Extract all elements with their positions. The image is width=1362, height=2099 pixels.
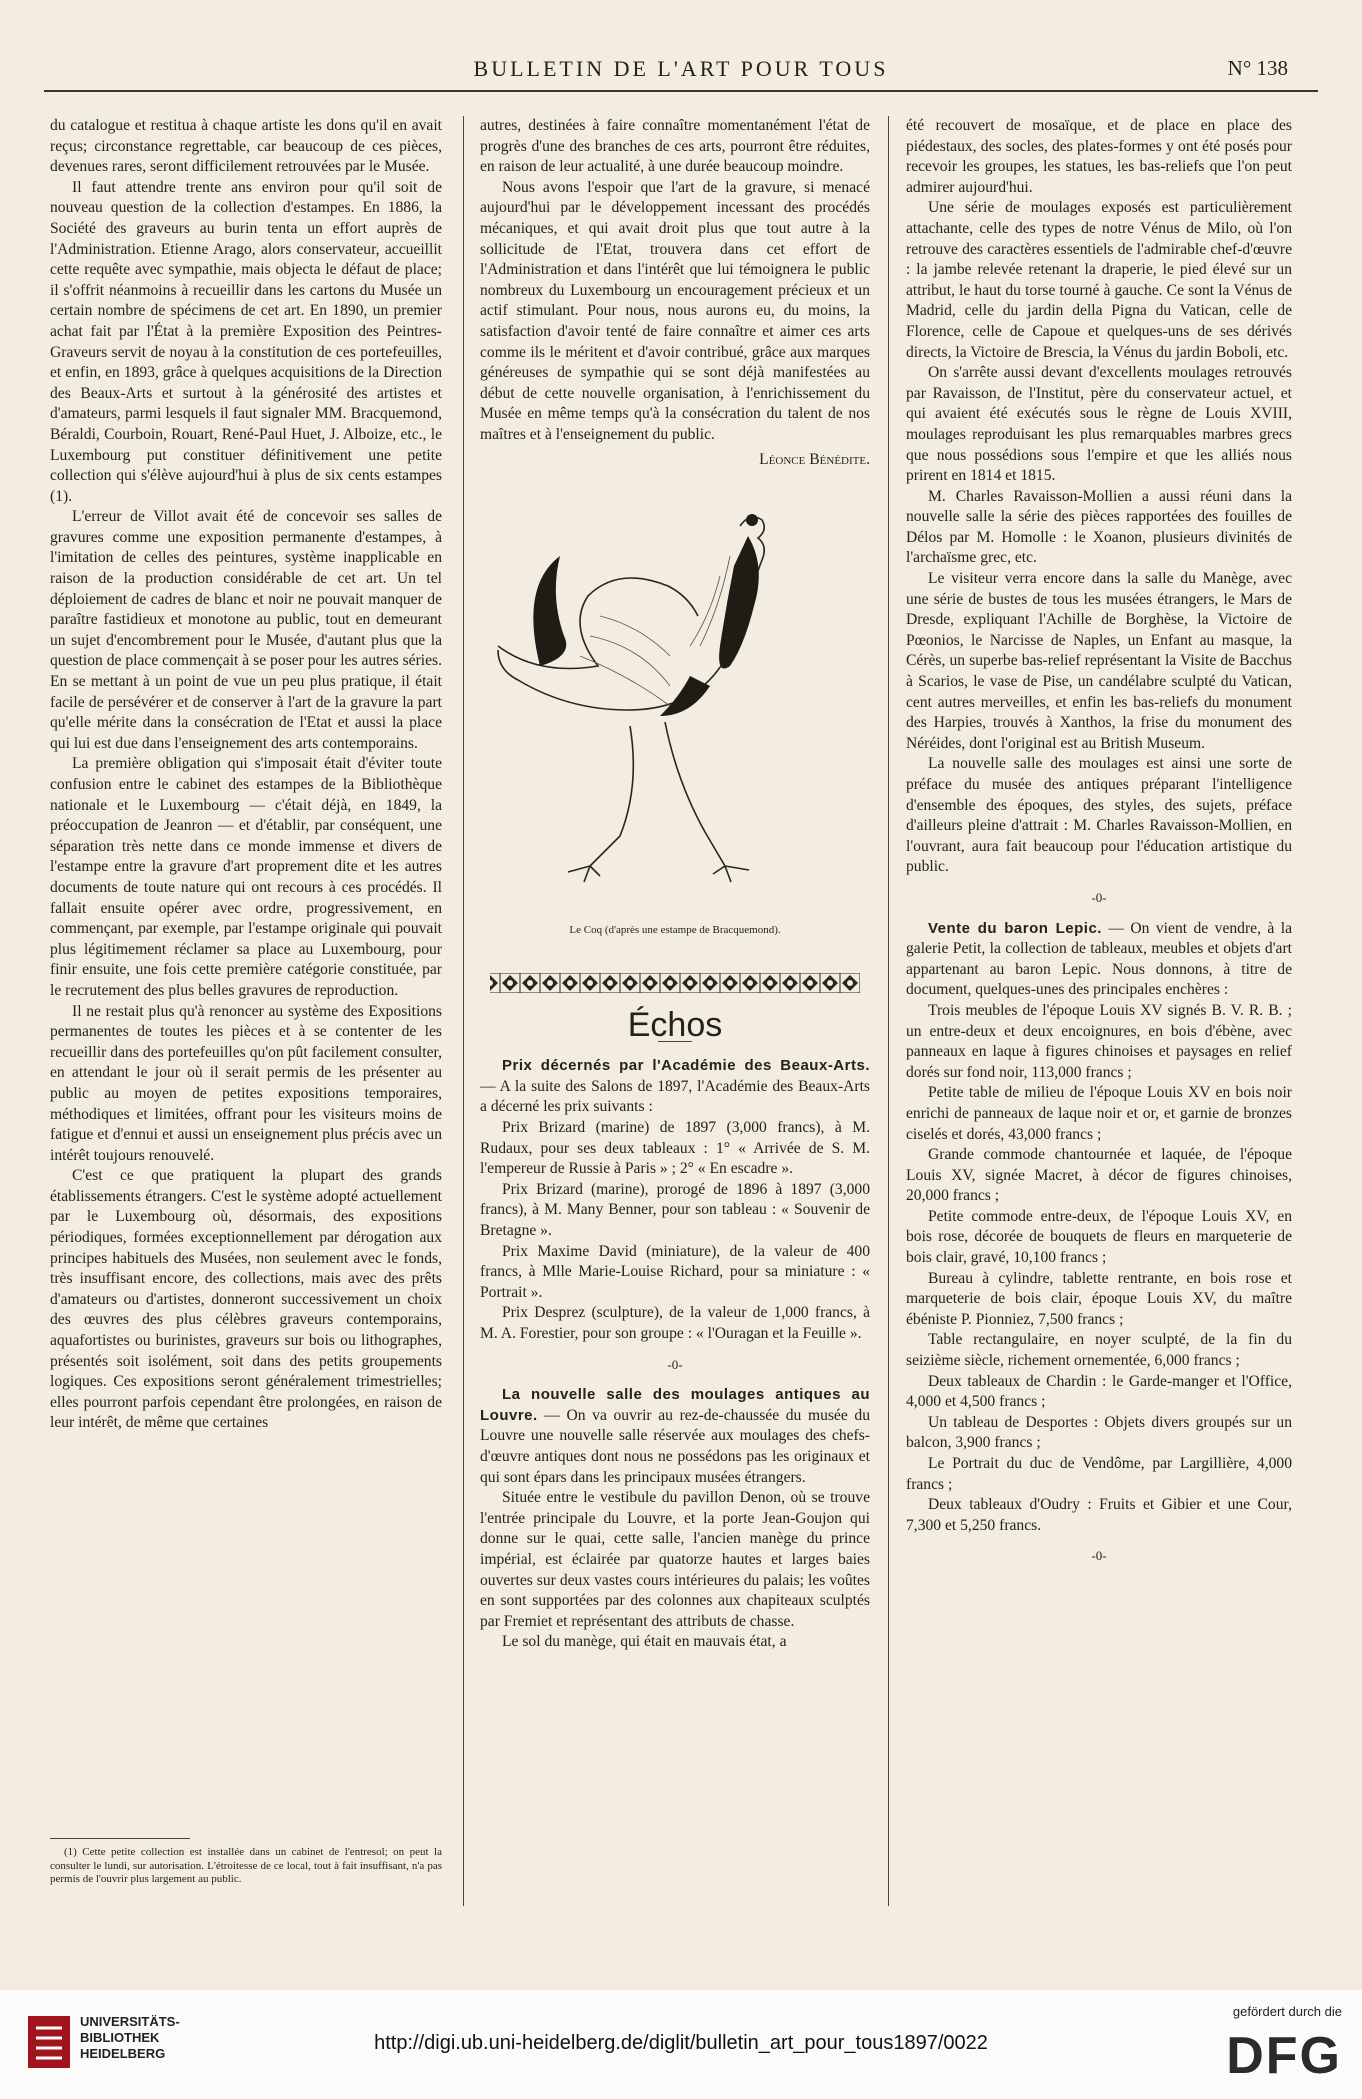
vente-item: Petite table de milieu de l'époque Louis XV en bois noir enrichi de panneaux de laque noir et or, et garnie de bronzes ciselés et dorés, 43,000 francs ; (906, 1084, 1292, 1143)
vente-item: Grande commode chantournée et laquée, de l'époque Louis XV, signée Macret, à décor de figures chinoises, 20,000 francs ; (906, 1146, 1292, 1205)
author-signature: Léonce Bénédite. (759, 450, 870, 468)
paragraph: C'est ce que pratiquent la plupart des grands établissements étrangers. C'est le système adopté actuellement par le Luxembourg où, désormais, des expositions périodiques, formées exceptionnellement par dérogation aux principes habituels des Musées, non seulement avec le fonds, très insuffisant encore, des collections, mais avec des prêts d'amateurs ou d'artistes, donneront successivement un choix des œuvres des plus célèbres graveurs contemporains, aquafortistes ou burinistes, graveurs sur bois ou lithographes, présentés soit isolément, soit dans des petits groupements logiques. Ces expositions seront généralement trimestrielles; elles pourront parfois cependant être prolongées, en raison de leur intérêt, de même que certaines (50, 1167, 442, 1432)
source-url-link[interactable]: http://digi.ub.uni-heidelberg.de/diglit/bulletin_art_pour_tous1897/0022 (374, 2032, 988, 2054)
illustration-caption: Le Coq (d'après une estampe de Bracquemond). (569, 924, 781, 937)
university-name-line: HEIDELBERG (80, 2046, 166, 2061)
page-header (44, 50, 1318, 92)
column-middle (480, 116, 870, 1653)
paragraph: La première obligation qui s'imposait était d'éviter toute confusion entre le cabinet des estampes de la Bibliothèque nationale et le Luxembourg — c'était déjà, en 1849, la préoccupation de Jeanron — et d'établir, par conséquent, une séparation très nette dans ce monde immense et divers de l'estampe entre la gravure d'art proprement dite et les autres documents de toute nature qui ont recours à ces procédés. Il fallait ensuite opérer avec ordre, progressivement, en commençant, par exemple, par l'estampe originale qui pouvait plus légitimement réclamer sa place au Luxembourg, pour finir ensuite, une fois cette première catégorie constituée, par le recrutement des plus belles gravures de reproduction. (50, 755, 442, 999)
paragraph: On s'arrête aussi devant d'excellents moulages retrouvés par Ravaisson, de l'Institut, père du conservateur actuel, et qui avaient été exécutés sous le règne de Louis XVIII, moulages reproduisant les plus remarquables marbres grecs que nous possédions sous l'empire et que les alliés nous prirent en 1814 et 1815. (906, 364, 1292, 485)
footnote (50, 1846, 442, 1887)
vente-item: Deux tableaux de Chardin : le Garde-manger et l'Office, 4,000 et 4,500 francs ; (906, 1372, 1292, 1411)
vente-item: Le Portrait du duc de Vendôme, par Largillière, 4,000 francs ; (906, 1455, 1292, 1493)
header-rule (44, 90, 1318, 92)
prix-paragraph (480, 1056, 870, 1118)
rooster-illustration (480, 496, 870, 916)
digitization-footer (0, 1990, 1362, 2099)
paragraph: Il faut attendre trente ans environ pour qu'il soit de nouveau question de la collection d'estampes. En 1886, la Société des graveurs au burin tenta un effort auprès de l'Administration. Etienne Arago, alors conservateur, accueillit cette requête avec sympathie, mais objecta le défaut de place; il s'offrit néanmoins à recueillir dans les cartons du Musée un certain nombre de spécimens de cet art. En 1890, un premier achat fait par l'État à la première Exposition des Peintres-Graveurs servit de noyau à la constitution de ces portefeuilles, et enfin, en 1893, grâce à quelques acquisitions de la Direction des Beaux-Arts et surtout à la générosité des artistes et d'amateurs, parmi lesquels il faut signaler MM. Bracquemond, Béraldi, Courboin, Rouart, René-Paul Huet, J. Alboize, etc., le Luxembourg put constituer définitivement une petite collection qui s'élève aujourd'hui à plus de six cents estampes (1). (50, 178, 442, 505)
prix-heading: Prix décernés par l'Académie des Beaux-Arts. (502, 1057, 870, 1075)
paragraph: L'erreur de Villot avait été de concevoir ses salles de gravures comme une exposition permanente d'estampes, à l'imitation de celles des peintures, système inapplicable en raison de la production considérable de cet art. Un tel déploiement de cadres de blanc et noir ne pouvait manquer de paraître fastidieux et monotone au public, tout en demeurant un sujet d'encombrement pour le Musée, d'autant plus que la question de place commençait à se poser pour les autres séries. En se mettant à un point de vue un peu plus pratique, il était facile de persévérer et de conserver à l'art de la gravure la part qu'elle mérite dans la consécration de l'Etat et aussi la place qui lui est due dans l'enseignement des arts contemporains. (50, 508, 442, 752)
vente-item: Bureau à cylindre, tablette rentrante, en bois rose et marqueterie de bois clair, époque Louis XV, du maître ébéniste P. Pionniez, 7,500 francs ; (906, 1269, 1292, 1328)
section-separator: -0- (1091, 889, 1107, 905)
funding-note: gefördert durch die (1232, 2004, 1342, 2019)
end-separator: -0- (1091, 1548, 1107, 1564)
section-title-echos: Échos (627, 1005, 723, 1044)
footnote-rule (50, 1838, 190, 1839)
paragraph: Le visiteur verra encore dans la salle du Manège, avec une série de bustes de tous les musées étrangers, le Mars de Dresde, expliquant l'Achille de Borghèse, la Victoire de Pœonios, le Narcisse de Naples, un Enfant au masque, la Cérès, un superbe bas-relief représentant la Visite de Bacchus à Scarios, le vase de Pise, un candélabre sculpté du Vatican, cent autres merveilles, et enfin les bas-reliefs du monument des Harpies, trouvés à Xanthos, la frise du monument des Néréides, dont l'original est au British Museum. (906, 570, 1292, 752)
paragraph: été recouvert de mosaïque, et de place en place des piédestaux, des socles, des plates-formes y ont été posés pour recevoir les groupes, les statues, les bas-reliefs que l'on peut admirer aujourd'hui. (906, 117, 1292, 196)
paragraph: Il ne restait plus qu'à renoncer au système des Expositions permanentes de toutes les pièces et à se contenter de les recueillir dans des portefeuilles qu'on pût facilement consulter, en attendant le jour où il serait permis de les présenter au public au moyen de petites expositions temporaires, méthodiques et limitées, offrant pour les visiteurs moins de fatigue et d'ennui et aussi un enseignement plus précis avec un intérêt toujours renouvelé. (50, 1002, 442, 1164)
vente-item: Table rectangulaire, en noyer sculpté, de la fin du seizième siècle, richement ornementée, 6,000 francs ; (906, 1331, 1292, 1370)
column-left (50, 116, 442, 1434)
column-right (906, 116, 1292, 1577)
paragraph: La nouvelle salle des moulages est ainsi une sorte de préface du musée des antiques préparant l'intelligence d'ensemble des époques, des styles, des sujets, préface d'ailleurs pleine d'attrait : M. Charles Ravaisson-Mollien, en l'ouvrant, aura fait beaucoup pour l'éducation artistique du public. (906, 755, 1292, 876)
rooster-engraving (480, 496, 870, 896)
column-divider (888, 116, 889, 1906)
salle-paragraph (480, 1385, 870, 1488)
page-number: N° 138 (1227, 56, 1288, 80)
section-separator: -0- (667, 1356, 683, 1372)
decorative-ornament-band (480, 973, 870, 993)
paragraph: M. Charles Ravaisson-Mollien a aussi réuni dans la nouvelle salle la série des pièces rapportées des fouilles de Délos par M. Homolle : le Xoanon, plusieurs divinités de l'archaïsme grec, etc. (906, 487, 1292, 567)
paragraph: du catalogue et restitua à chaque artiste les dons qu'il en avait reçus; circonstance regrettable, car beaucoup de ces pièces, devenues rares, seront difficilement retrouvées par le Musée. (50, 117, 442, 176)
column-divider (463, 116, 464, 1906)
vente-paragraph (906, 919, 1292, 1001)
vente-item: Deux tableaux d'Oudry : Fruits et Gibier et une Cour, 7,300 et 5,250 francs. (906, 1496, 1292, 1534)
prix-item: Prix Maxime David (miniature), de la valeur de 400 francs, à Mlle Marie-Louise Richard, pour sa miniature : « Portrait ». (480, 1242, 870, 1301)
footnote-text: (1) Cette petite collection est installée dans un cabinet de l'entresol; on peut la consulter le lundi, sur autorisation. L'étroitesse de ce local, tout à fait insuffisant, n'a pas permis de l'ouvrir plus largement au public. (50, 1846, 442, 1885)
paragraph: Le sol du manège, qui était en mauvais état, a (502, 1633, 787, 1651)
salle-heading: La nouvelle salle des moulages antiques au Louvre. (480, 1386, 870, 1424)
vente-heading: Vente du baron Lepic. (928, 919, 1102, 937)
dfg-logo: DFG (1226, 2027, 1342, 2085)
vente-item: Trois meubles de l'époque Louis XV signés B. V. R. B. ; un entre-deux et deux encoignures, en bois d'ébène, avec panneaux en laque à figures chinoises et paysages en relief dorés sur fond noir, 113,000 francs ; (906, 1001, 1292, 1081)
running-title: BULLETIN DE L'ART POUR TOUS (473, 56, 889, 81)
vente-item: Petite commode entre-deux, de l'époque Louis XV, en bois rose, décorée de bouquets de fleurs en marqueterie de bois clair, gravé, 10,100 francs ; (906, 1207, 1292, 1267)
ornament-band-icon (480, 973, 870, 993)
prix-item: Prix Brizard (marine), prorogé de 1896 à 1897 (3,000 francs), à M. Many Benner, pour son tableau : « Souvenir de Bretagne ». (480, 1180, 870, 1240)
paragraph: Nous avons l'espoir que l'art de la gravure, si menacé aujourd'hui par le développement incessant des procédés mécaniques, et qui avait droit plus que tout autre à la sollicitude de l'Etat, trouvera dans cet effort de l'Administration et dans l'intérêt que lui témoignera le public nombreux du Luxembourg un encouragement précieux et un actif stimulant. Pour nous, nous aurons eu, du moins, la satisfaction d'avoir tenté de faire connaître et aimer ces arts comme ils le méritent et d'avoir contribué, grâce aux marques généreuses de sympathie qui se sont déjà manifestées au début de cette nouvelle organisation, à l'enrichissement du Musée en même temps qu'à la consécration du talent de nos maîtres et à l'enseignement du public. (480, 178, 870, 443)
paragraph: Située entre le vestibule du pavillon Denon, où se trouve l'entrée principale du Louvre, et la porte Jean-Goujon qui donne sur le quai, cette salle, l'ancien manège du prince impérial, est éclairée par quatorze hautes et larges baies ouvertes sur deux vastes cours intérieures du palais; les voûtes en sont supportées par des colonnes aux chapiteaux sculptés par Fremiet et représentant des attributs de chasse. (480, 1489, 870, 1630)
prix-item: Prix Desprez (sculpture), de la valeur de 1,000 francs, à M. A. Forestier, pour son groupe : « l'Ouragan et la Feuille ». (480, 1304, 870, 1342)
paragraph: Une série de moulages exposés est particulièrement attachante, celle des types de notre Vénus de Milo, où l'on retrouve des caractères essentiels de l'admirable chef-d'œuvre : la jambe relevée retenant la draperie, le pied élevé sur un attribut, le haut du torse tourné à gauche. Ce sont la Vénus de Madrid, celle du jardin della Pigna du Vatican, celle de Florence, celle de Capoue et quelques-uns de ses dérivés directs, la Victoire de Brescia, la Vénus du jardin Boboli, etc. (906, 199, 1292, 361)
university-name-line: BIBLIOTHEK (80, 2030, 160, 2045)
prix-item: Prix Brizard (marine) de 1897 (3,000 francs), à M. Rudaux, pour ses deux tableaux : 1° « Arrivée de S. M. l'empereur de Russie à Paris » ; 2° « En escadre ». (480, 1119, 870, 1178)
paragraph: autres, destinées à faire connaître momentanément l'état de progrès d'une des branches de ces arts, pourront être réduites, en raison de leur actualité, à une durée beaucoup moindre. (480, 117, 870, 176)
prix-intro: — A la suite des Salons de 1897, l'Académie des Beaux-Arts a décerné les prix suivants : (480, 1077, 870, 1116)
university-name-line: UNIVERSITÄTS- (80, 2014, 180, 2029)
salle-intro: — On va ouvrir au rez-de-chaussée du musée du Louvre une nouvelle salle réservée aux moulages des chefs-d'œuvre antiques dont nous ne possédons pas les originaux et qui sont épars dans les principaux musées étrangers. (480, 1406, 870, 1486)
vente-intro: — On vient de vendre, à la galerie Petit, la collection de tableaux, meubles et objets d'art appartenant au baron Lepic. Nous donnons, à titre de document, quelques-unes des principales enchères : (906, 919, 1292, 999)
vente-item: Un tableau de Desportes : Objets divers groupés sur un balcon, 3,900 francs ; (906, 1413, 1292, 1452)
